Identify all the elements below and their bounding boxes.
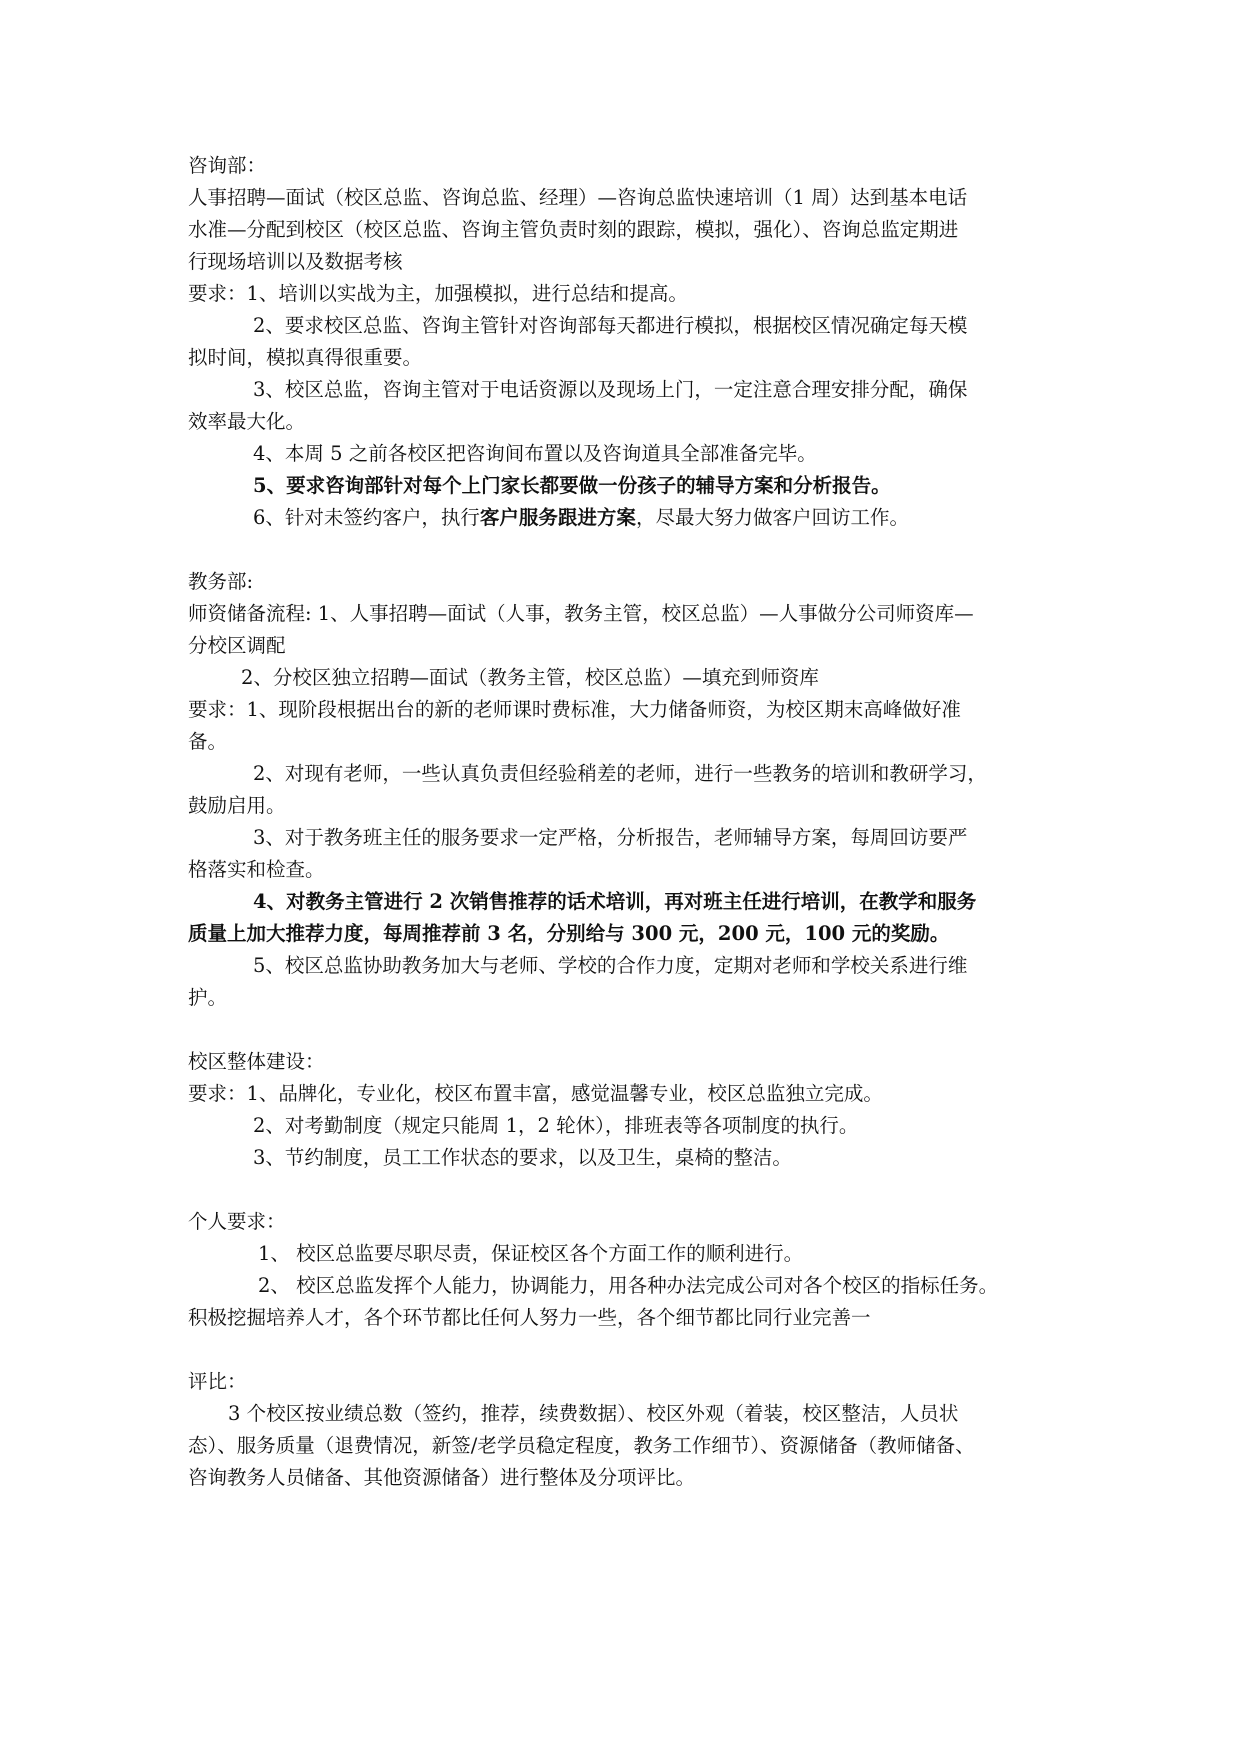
consult-requirement-5: 5、要求咨询部针对每个上门家长都要做一份孩子的辅导方案和分析报告。 (253, 474, 891, 497)
consult-requirement-6-bold: 客户服务跟进方案 (479, 506, 636, 529)
teaching-requirement-2-cont: 鼓励启用。 (188, 794, 286, 817)
campus-section (188, 1046, 1060, 1174)
campus-requirement-3: 3、节约制度，员工工作状态的要求，以及卫生，桌椅的整洁。 (253, 1146, 792, 1169)
evaluation-line-3: 咨询教务人员储备、其他资源储备）进行整体及分项评比。 (188, 1466, 696, 1489)
evaluation-section (188, 1366, 1060, 1494)
evaluation-heading: 评比： (188, 1370, 247, 1393)
section-spacer (188, 534, 1060, 566)
consult-requirement-3-cont: 效率最大化。 (188, 410, 306, 433)
teaching-heading: 教务部: (188, 570, 254, 593)
campus-requirement-1: 要求：1、品牌化，专业化，校区布置丰富，感觉温馨专业，校区总监独立完成。 (188, 1082, 883, 1105)
teaching-requirement-4-cont: 质量上加大推荐力度，每周推荐前 3 名，分别给与 300 元，200 元，100 元的奖励。 (188, 922, 950, 945)
campus-requirement-2: 2、对考勤制度（规定只能周 1，2 轮休），排班表等各项制度的执行。 (253, 1114, 859, 1137)
campus-heading: 校区整体建设： (188, 1050, 325, 1073)
section-spacer (188, 1174, 1060, 1206)
consult-requirement-6-pre: 6、针对未签约客户，执行 (253, 506, 480, 529)
teaching-requirement-4: 4、对教务主管进行 2 次销售推荐的话术培训，再对班主任进行培训，在教学和服务 (253, 890, 977, 913)
document-page (188, 150, 1060, 1494)
consult-requirement-2: 2、要求校区总监、咨询主管针对咨询部每天都进行模拟，根据校区情况确定每天模 (253, 314, 968, 337)
consult-requirement-1: 要求：1、培训以实战为主，加强模拟，进行总结和提高。 (188, 282, 688, 305)
teaching-flow-2: 2、分校区独立招聘—面试（教务主管，校区总监）—填充到师资库 (241, 666, 819, 689)
consult-requirement-3: 3、校区总监，咨询主管对于电话资源以及现场上门，一定注意合理安排分配，确保 (253, 378, 968, 401)
teaching-requirement-1-cont: 备。 (188, 730, 228, 753)
teaching-requirement-1: 要求：1、现阶段根据出台的新的老师课时费标准，大力储备师资，为校区期末高峰做好准 (188, 698, 961, 721)
teaching-requirement-5-cont: 护。 (188, 986, 228, 1009)
consult-flow-line-1: 人事招聘—面试（校区总监、咨询总监、经理）—咨询总监快速培训（1 周）达到基本电话 (188, 186, 968, 209)
teaching-requirement-2: 2、对现有老师，一些认真负责但经验稍差的老师，进行一些教务的培训和教研学习， (253, 762, 987, 785)
consult-requirement-6 (188, 502, 1060, 534)
teaching-section (188, 566, 1060, 1014)
section-spacer (188, 1334, 1060, 1366)
consult-requirement-2-cont: 拟时间，模拟真得很重要。 (188, 346, 423, 369)
teaching-requirement-3-cont: 格落实和检查。 (188, 858, 325, 881)
personal-item-1: 1、 校区总监要尽职尽责，保证校区各个方面工作的顺利进行。 (258, 1242, 804, 1265)
personal-item-2: 2、 校区总监发挥个人能力，协调能力，用各种办法完成公司对各个校区的指标任务。 (258, 1274, 999, 1297)
consult-requirement-6-post: ，尽最大努力做客户回访工作。 (635, 506, 909, 529)
evaluation-line-2: 态）、服务质量（退费情况，新签/老学员稳定程度，教务工作细节）、资源储备（教师储备、 (188, 1434, 975, 1457)
consult-flow-line-3: 行现场培训以及数据考核 (188, 250, 403, 273)
consult-flow-line-2: 水准—分配到校区（校区总监、咨询主管负责时刻的跟踪，模拟，强化）、咨询总监定期进 (188, 218, 959, 241)
personal-item-2-cont: 积极挖掘培养人才，各个环节都比任何人努力一些，各个细节都比同行业完善一 (188, 1306, 871, 1329)
teaching-flow-1-cont: 分校区调配 (188, 634, 286, 657)
teaching-flow-1: 师资储备流程: 1、人事招聘—面试（人事，教务主管，校区总监）—人事做分公司师资库— (188, 602, 974, 625)
evaluation-line-1: 3 个校区按业绩总数（签约，推荐，续费数据）、校区外观（着装，校区整洁，人员状 (228, 1402, 959, 1425)
consult-section (188, 150, 1060, 534)
personal-section (188, 1206, 1060, 1334)
personal-heading: 个人要求： (188, 1210, 286, 1233)
consult-heading: 咨询部： (188, 154, 267, 177)
consult-requirement-4: 4、本周 5 之前各校区把咨询间布置以及咨询道具全部准备完毕。 (253, 442, 817, 465)
teaching-requirement-5: 5、校区总监协助教务加大与老师、学校的合作力度，定期对老师和学校关系进行维 (253, 954, 968, 977)
section-spacer (188, 1014, 1060, 1046)
teaching-requirement-3: 3、对于教务班主任的服务要求一定严格，分析报告，老师辅导方案，每周回访要严 (253, 826, 968, 849)
